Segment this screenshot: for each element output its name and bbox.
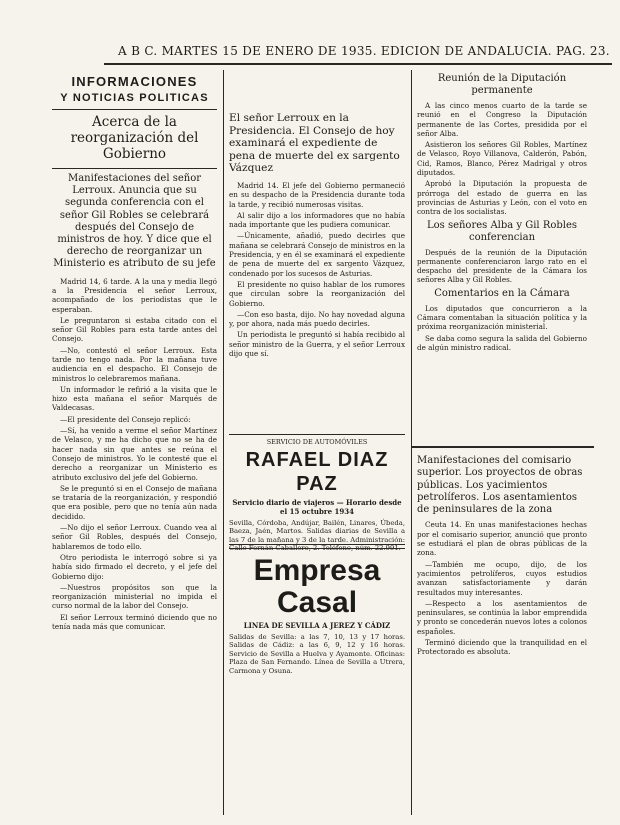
article-headline: Acerca de la reorganización del Gobierno xyxy=(70,114,199,162)
article-headline-comentarios: Comentarios en la Cámara xyxy=(434,287,570,299)
article-paragraph: Madrid 14. El jefe del Gobierno permaneció en su despacho de la Presidencia durante toda la tarde, y recibió numerosas visitas. xyxy=(229,180,405,209)
ad-subtitle: Servicio diario de viajeros — Horario desde el 15 octubre 1934 xyxy=(232,498,402,516)
article-paragraph: Aprobó la Diputación la propuesta de prórroga del estado de guerra en las provincias de Asturias y León, con el voto en contra de los socialistas. xyxy=(417,179,587,217)
article-paragraph: Otro periodista le interrogó sobre si ya había sido firmado el decreto, y el jefe del Gobierno dijo: xyxy=(52,552,217,581)
ad-kicker: SERVICIO DE AUTOMÓVILES xyxy=(266,438,368,446)
article-paragraph: —No, contestó el señor Lerroux. Esta tarde no tengo nada. Por la mañana tuve audiencia en el despacho. El Consejo de ministros lo celebraremos mañana. xyxy=(52,345,217,383)
article-paragraph: Madrid 14, 6 tarde. A la una y media llegó a la Presidencia el señor Lerroux, acompañado de los periodistas que le esperaban. xyxy=(52,276,217,314)
ad-subtitle: LINEA DE SEVILLA A JEREZ Y CÁDIZ xyxy=(243,621,391,630)
article-paragraph: Un informador le refirió a la visita que le hizo esta mañana el señor Marqués de Valdecasas. xyxy=(52,384,217,413)
advertisement-empresa-casal xyxy=(229,548,405,813)
section-kicker: INFORMACIONES xyxy=(71,74,198,89)
article-paragraph: A las cinco menos cuarto de la tarde se reunió en el Congreso la Diputación permanente de las Cortes, presidida por el señor Alba. xyxy=(417,101,587,138)
headline-divider xyxy=(52,168,217,169)
article-subheadline: Manifestaciones del señor Lerroux. Anuncia que su segunda conferencia con el señor Gil Robles se celebrará después del Consejo de ministros de hoy. Y dice que el derecho de reorganizar un Ministerio es atributo de su jefe xyxy=(53,173,216,270)
ad-body: Sevilla, Córdoba, Andújar, Bailén, Linares, Úbeda, Baeza, Jaén, Martos. Salidas diarias de Sevilla a las 7 de la mañana y 3 de la tarde. Administración: Calle Fernán Caballero, 2. Teléfono, núm. 22.991. xyxy=(229,519,405,553)
column-rule-1 xyxy=(223,70,224,815)
ad-brand-name: RAFAEL DIAZ PAZ xyxy=(245,449,389,495)
ad-brand-name: Empresa Casal xyxy=(253,554,381,619)
article-paragraph: Ceuta 14. En unas manifestaciones hechas por el comisario superior, anunció que pronto se estudiará el plan de obras públicas de la zona. xyxy=(417,520,587,558)
column-left xyxy=(52,70,217,820)
article-paragraph: Se daba como segura la salida del Gobierno de algún ministro radical. xyxy=(417,333,587,352)
article-paragraph: —El presidente del Consejo replicó: xyxy=(60,414,191,424)
article-paragraph: Asistieron los señores Gil Robles, Martínez de Velasco, Royo Villanova, Calderón, Pabón, Cid, Ramos, Blanco, Pérez Madrigal y otros diputados. xyxy=(417,140,587,178)
ad-body: Salidas de Sevilla: a las 7, 10, 13 y 17 horas. Salidas de Cádiz: a las 6, 9, 12 y 16 horas. Servicio de Sevilla a Huelva y Ayamonte. Oficinas: Plaza de San Fernando. Línea de Sevilla a Utrera, Carmona y Osuna. xyxy=(229,633,405,675)
article-paragraph: Le preguntaron si estaba citado con el señor Gil Robles para esta tarde antes del Consejo. xyxy=(52,315,217,344)
advertisement-diaz-paz xyxy=(229,434,405,553)
article-paragraph: —Nuestros propósitos son que la reorganización ministerial no impida el curso normal de la labor del Consejo. xyxy=(52,582,217,611)
article-paragraph: —Sí, ha venido a verme el señor Martínez de Velasco, y me ha dicho que no se ha de hacer nada sin que antes se reúna el Consejo de ministros. Yo le contesté que el derecho a reorganizar un Ministerio es atributo exclusivo del jefe del Gobierno. xyxy=(52,426,217,482)
column-right-lower xyxy=(417,452,587,817)
article-paragraph: Terminó diciendo que la tranquilidad en el Protectorado es absoluta. xyxy=(417,638,587,657)
article-headline-alba-gil-robles: Los señores Alba y Gil Robles conferencian xyxy=(426,219,578,243)
page-masthead: A B C. MARTES 15 DE ENERO DE 1935. EDICION DE ANDALUCIA. PAG. 23. xyxy=(118,44,610,58)
article-headline-diputacion: Reunión de la Diputación permanente xyxy=(437,73,567,96)
article-headline-comisario: Manifestaciones del comisario superior. Los proyectos de obras públicas. Los yacimientos petrolíferos. Los asentamientos de peninsulares de la zona xyxy=(417,455,583,516)
kicker-divider xyxy=(52,109,217,110)
article-paragraph: Al salir dijo a los informadores que no había nada importante que les pudiera comunicar. xyxy=(229,210,405,230)
article-paragraph: —No dijo el señor Lerroux. Cuando vea al señor Gil Robles, después del Consejo, hablaremos de todo ello. xyxy=(52,523,217,551)
column-rule-2 xyxy=(411,70,412,815)
article-paragraph: Después de la reunión de la Diputación permanente conferenciaron largo rato en el despacho del presidente de la Cámara los señores Alba y Gil Robles. xyxy=(417,247,587,285)
article-paragraph: El presidente no quiso hablar de los rumores que circulan sobre la reorganización del Gobierno. xyxy=(229,279,405,308)
section-kicker-sub: Y NOTICIAS POLITICAS xyxy=(60,92,209,104)
article-paragraph: Se le preguntó si en el Consejo de mañana se trataría de la reorganización, y respondió que era posible, pero que no tenía aún nada decidido. xyxy=(52,483,217,521)
article-paragraph: Los diputados que concurrieron a la Cámara comentaban la situación política y la próxima reorganización ministerial. xyxy=(417,303,587,332)
article-paragraph: —Únicamente, añadió, puedo decirles que mañana se celebrará Consejo de ministros en la Presidencia, y en él se examinará el expediente de pena de muerte del ex sargento Vázquez, condenado por los sucesos de Asturias. xyxy=(229,231,405,278)
article-paragraph: Un periodista le preguntó si había recibido al señor ministro de la Guerra, y el señor Lerroux dijo que sí. xyxy=(229,330,405,359)
article-headline-lerroux: El señor Lerroux en la Presidencia. El Consejo de hoy examinará el expediente de pena de muerte del ex sargento Vázquez xyxy=(229,112,400,175)
masthead-rule xyxy=(104,63,612,65)
section-divider-right xyxy=(411,446,594,448)
article-paragraph: —También me ocupo, dijo, de los yacimientos petrolíferos, cuyos estudios avanzan satisfactoriamente y darán resultados muy interesantes. xyxy=(417,559,587,597)
article-paragraph: El señor Lerroux terminó diciendo que no tenía nada más que comunicar. xyxy=(52,612,217,632)
article-paragraph: —Respecto a los asentamientos de peninsulares, se continúa la labor emprendida y pronto se concederán nuevos lotes a colonos españoles. xyxy=(417,598,587,636)
article-paragraph: —Con eso basta, dijo. No hay novedad alguna y, por ahora, nada más puedo decirles. xyxy=(229,309,405,329)
